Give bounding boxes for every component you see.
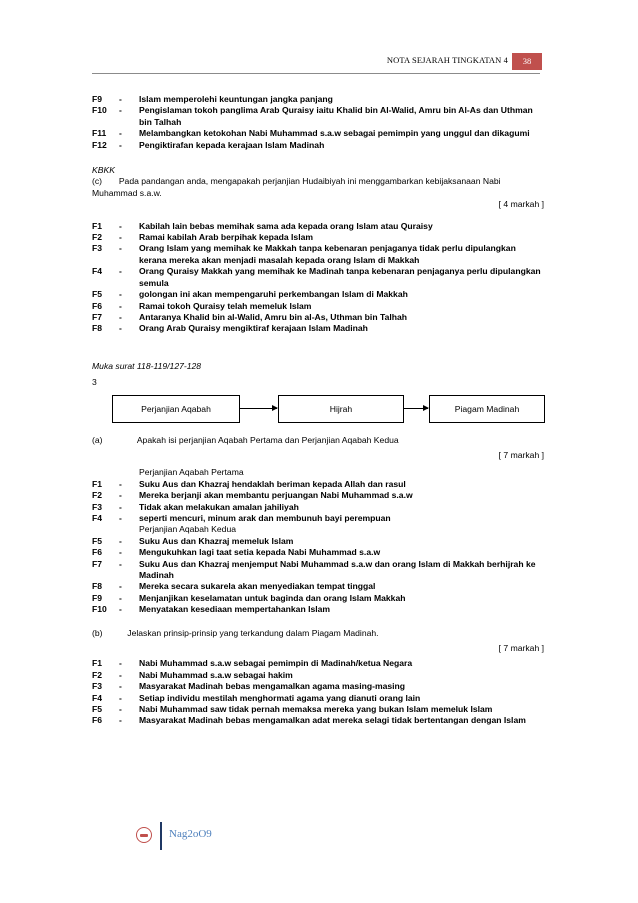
item-dash: - bbox=[119, 658, 122, 669]
item-text: Tidak akan melakukan amalan jahiliyah bbox=[139, 501, 299, 512]
item-code: F7 bbox=[92, 311, 103, 322]
list-item bbox=[92, 323, 544, 334]
subheading-aqabah-1: Perjanjian Aqabah Pertama bbox=[139, 467, 244, 478]
item-dash: - bbox=[119, 704, 122, 715]
item-code: F1 bbox=[92, 658, 103, 669]
list-item bbox=[92, 715, 544, 726]
item-text: Masyarakat Madinah bebas mengamalkan adat mereka selagi tidak bertentangan dengan Islam bbox=[139, 715, 526, 726]
list-item bbox=[92, 221, 544, 232]
item-text: Nabi Muhammad saw tidak pernah memaksa mereka yang bukan Islam memeluk Islam bbox=[139, 704, 493, 715]
item-code: F6 bbox=[92, 715, 103, 726]
item-dash: - bbox=[119, 105, 122, 116]
item-text: Menyatakan kesediaan mempertahankan Islam bbox=[139, 604, 331, 615]
question-number: 3 bbox=[92, 377, 97, 388]
list-f1-f8 bbox=[92, 221, 544, 335]
item-dash: - bbox=[119, 715, 122, 726]
list-item bbox=[92, 490, 544, 501]
list-item bbox=[92, 312, 544, 323]
header-title: NOTA SEJARAH TINGKATAN 4 bbox=[386, 55, 508, 65]
item-code: F9 bbox=[92, 592, 103, 603]
list-item bbox=[92, 479, 544, 490]
flow-arrow bbox=[403, 408, 428, 409]
item-dash: - bbox=[119, 512, 122, 523]
item-text: Orang Islam yang memihak ke Makkah tanpa kebenaran penjaganya tidak perlu dipulangkan kerana mereka akan menjadi masalah kepada orang Islam di Makkah bbox=[139, 243, 516, 265]
footer-divider bbox=[160, 822, 162, 850]
item-text: Pengiktirafan kepada kerajaan Islam Madinah bbox=[139, 139, 325, 150]
item-text: Mereka berjanji akan membantu perjuangan Nabi Muhammad s.a.w bbox=[139, 490, 413, 501]
item-text: Orang Arab Quraisy mengiktiraf kerajaan Islam Madinah bbox=[139, 323, 368, 334]
item-text: Suku Aus dan Khazraj memeluk Islam bbox=[139, 535, 294, 546]
item-text: golongan ini akan mempengaruhi perkembangan Islam di Makkah bbox=[139, 289, 408, 300]
item-code: F5 bbox=[92, 704, 103, 715]
item-code: F4 bbox=[92, 266, 103, 277]
flow-arrow bbox=[239, 408, 277, 409]
question-letter: (c) bbox=[92, 176, 103, 187]
item-dash: - bbox=[119, 501, 122, 512]
item-dash: - bbox=[119, 311, 122, 322]
item-text: Menjanjikan keselamatan untuk baginda dan orang Islam Makkah bbox=[139, 592, 406, 603]
item-dash: - bbox=[119, 547, 122, 558]
item-text: Mengukuhkan lagi taat setia kepada Nabi Muhammad s.a.w bbox=[139, 547, 381, 558]
list-item bbox=[92, 301, 544, 312]
item-dash: - bbox=[119, 558, 122, 569]
page-reference: Muka surat 118-119/127-128 bbox=[92, 360, 202, 371]
item-code: F6 bbox=[92, 300, 103, 311]
item-dash: - bbox=[119, 604, 122, 615]
item-code: F5 bbox=[92, 289, 103, 300]
question-c bbox=[92, 176, 544, 199]
list-item bbox=[92, 289, 544, 300]
item-text: Suku Aus dan Khazraj hendaklah beriman kepada Allah dan rasul bbox=[139, 478, 406, 489]
item-code: F11 bbox=[92, 128, 107, 139]
item-code: F7 bbox=[92, 558, 103, 569]
item-dash: - bbox=[119, 220, 122, 231]
item-text: Nabi Muhammad s.a.w sebagai hakim bbox=[139, 669, 293, 680]
item-text: Antaranya Khalid bin al-Walid, Amru bin al-As, Uthman bin Talhah bbox=[139, 311, 408, 322]
item-text: Melambangkan ketokohan Nabi Muhammad s.a.w sebagai pemimpin yang unggul dan dikagumi bbox=[139, 128, 530, 139]
flow-box-hijrah: Hijrah bbox=[278, 395, 404, 423]
item-code: F2 bbox=[92, 490, 103, 501]
list-item bbox=[92, 243, 544, 266]
item-code: F3 bbox=[92, 243, 103, 254]
kbkk-label: KBKK bbox=[92, 165, 115, 176]
item-text: Setiap individu mestilah menghormati agama yang dianuti orang lain bbox=[139, 692, 421, 703]
item-text: Kabilah lain bebas memihak sama ada kepada orang Islam atau Quraisy bbox=[139, 220, 433, 231]
item-dash: - bbox=[119, 289, 122, 300]
item-dash: - bbox=[119, 94, 122, 104]
item-text: Masyarakat Madinah bebas mengamalkan agama masing-masing bbox=[139, 681, 406, 692]
question-a bbox=[92, 435, 544, 446]
item-text: Ramai kabilah Arab berpihak kepada Islam bbox=[139, 232, 314, 243]
item-dash: - bbox=[119, 300, 122, 311]
item-text: Suku Aus dan Khazraj menjemput Nabi Muhammad s.a.w dan orang Islam di Makkah berhijrah ke Madinah bbox=[139, 558, 536, 580]
list-piagam bbox=[92, 658, 544, 726]
item-dash: - bbox=[119, 232, 122, 243]
list-item bbox=[92, 105, 544, 128]
list-item bbox=[92, 559, 544, 582]
item-dash: - bbox=[119, 535, 122, 546]
logo-icon bbox=[136, 827, 152, 843]
list-f9-f12 bbox=[92, 94, 544, 151]
item-code: F8 bbox=[92, 581, 103, 592]
question-text: Pada pandangan anda, mengapakah perjanjian Hudaibiyah ini menggambarkan kebijaksanaan Nabi Muhammad s.a.w. bbox=[92, 176, 501, 198]
list-aqabah-1 bbox=[92, 479, 544, 525]
item-code: F10 bbox=[92, 105, 107, 116]
item-code: F2 bbox=[92, 232, 103, 243]
item-dash: - bbox=[119, 128, 122, 139]
list-item bbox=[92, 658, 544, 669]
item-code: F1 bbox=[92, 220, 103, 231]
list-item bbox=[92, 670, 544, 681]
item-code: F9 bbox=[92, 94, 103, 104]
list-item bbox=[92, 704, 544, 715]
item-dash: - bbox=[119, 323, 122, 334]
document-body bbox=[92, 94, 544, 727]
list-aqabah-2 bbox=[92, 536, 544, 616]
list-item bbox=[92, 513, 544, 524]
item-text: Islam memperolehi keuntungan jangka panjang bbox=[139, 94, 333, 104]
item-code: F1 bbox=[92, 478, 103, 489]
footer-author: Nag2oO9 bbox=[169, 828, 212, 840]
marks-label: [ 7 markah ] bbox=[498, 449, 544, 460]
list-item bbox=[92, 232, 544, 243]
item-text: Nabi Muhammad s.a.w sebagai pemimpin di Madinah/ketua Negara bbox=[139, 658, 413, 669]
header-rule bbox=[92, 73, 540, 74]
item-code: F6 bbox=[92, 547, 103, 558]
list-item bbox=[92, 266, 544, 289]
item-dash: - bbox=[119, 266, 122, 277]
list-item bbox=[92, 581, 544, 592]
list-item bbox=[92, 128, 544, 139]
item-dash: - bbox=[119, 592, 122, 603]
item-dash: - bbox=[119, 243, 122, 254]
page-number: 38 bbox=[512, 53, 542, 70]
item-code: F4 bbox=[92, 692, 103, 703]
item-code: F2 bbox=[92, 669, 103, 680]
item-code: F10 bbox=[92, 604, 107, 615]
item-text: Orang Quraisy Makkah yang memihak ke Madinah tanpa kebenaran penjaganya perlu dipulangkan semula bbox=[139, 266, 541, 288]
item-code: F12 bbox=[92, 139, 107, 150]
question-text: Apakah isi perjanjian Aqabah Pertama dan Perjanjian Aqabah Kedua bbox=[136, 434, 399, 445]
flow-diagram bbox=[92, 395, 544, 425]
list-item bbox=[92, 593, 544, 604]
item-code: F3 bbox=[92, 681, 103, 692]
page-header bbox=[0, 53, 638, 71]
marks-label: [ 7 markah ] bbox=[498, 643, 544, 654]
list-item bbox=[92, 693, 544, 704]
item-dash: - bbox=[119, 139, 122, 150]
item-code: F4 bbox=[92, 512, 103, 523]
list-item bbox=[92, 502, 544, 513]
item-code: F3 bbox=[92, 501, 103, 512]
subheading-aqabah-2: Perjanjian Aqabah Kedua bbox=[139, 524, 236, 535]
item-dash: - bbox=[119, 669, 122, 680]
list-item bbox=[92, 536, 544, 547]
kbkk-question bbox=[92, 165, 544, 211]
item-dash: - bbox=[119, 692, 122, 703]
item-text: Pengislaman tokoh panglima Arab Quraisy iaitu Khalid bin Al-Walid, Amru bin Al-As dan Uthman bin Talhah bbox=[139, 105, 533, 127]
item-text: Ramai tokoh Quraisy telah memeluk Islam bbox=[139, 300, 312, 311]
item-text: seperti mencuri, minum arak dan membunuh bayi perempuan bbox=[139, 512, 391, 523]
list-item bbox=[92, 681, 544, 692]
list-item bbox=[92, 140, 544, 151]
item-code: F5 bbox=[92, 535, 103, 546]
item-dash: - bbox=[119, 478, 122, 489]
item-text: Mereka secara sukarela akan menyediakan tempat tinggal bbox=[139, 581, 376, 592]
list-item bbox=[92, 604, 544, 615]
item-dash: - bbox=[119, 681, 122, 692]
question-text: Jelaskan prinsip-prinsip yang terkandung dalam Piagam Madinah. bbox=[127, 627, 379, 638]
question-b bbox=[92, 628, 544, 639]
flow-box-piagam: Piagam Madinah bbox=[429, 395, 545, 423]
item-dash: - bbox=[119, 581, 122, 592]
flow-box-aqabah: Perjanjian Aqabah bbox=[112, 395, 240, 423]
item-code: F8 bbox=[92, 323, 103, 334]
item-dash: - bbox=[119, 490, 122, 501]
list-item bbox=[92, 94, 544, 105]
list-item bbox=[92, 547, 544, 558]
question-letter: (b) bbox=[92, 627, 103, 638]
marks-label: [ 4 markah ] bbox=[498, 199, 544, 210]
question-letter: (a) bbox=[92, 434, 103, 445]
